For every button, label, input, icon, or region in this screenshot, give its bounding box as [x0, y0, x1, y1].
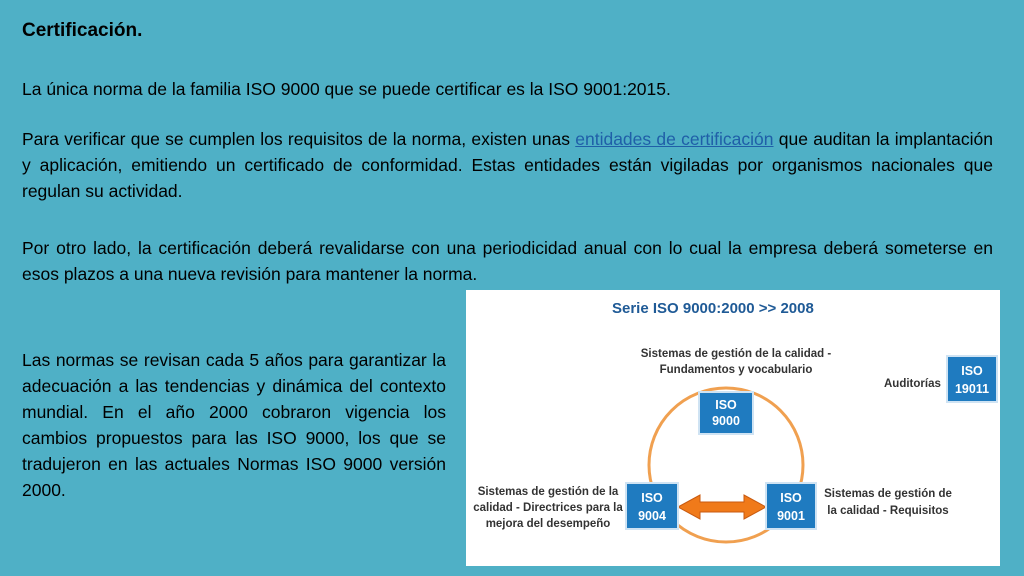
iso-9001-label-1: ISO — [780, 491, 802, 505]
left-caption-line1: Sistemas de gestión de la — [477, 486, 619, 498]
iso-19011-label-2: 19011 — [954, 382, 990, 396]
slide-title: Certificación. — [22, 20, 143, 41]
iso-19011-box — [947, 356, 997, 402]
iso-9004-box — [626, 483, 678, 529]
paragraph-revision-cycle: Las normas se revisan cada 5 años para garantizar la adecuación a las tendencias y dinámica del contexto mundial. En el año 2000 cobraron vigencia los cambios propuestos para las ISO 9000, los que se tradujeron en las actuales Normas ISO 9000 versión 2000. — [22, 350, 446, 500]
paragraph-revalidation: Por otro lado, la certificación deberá revalidarse con una periodicidad anual con lo cual la empresa deberá someterse en esos plazos a una nueva revisión para mantener la norma. — [22, 238, 993, 284]
iso-9001-box — [766, 483, 816, 529]
top-caption-line2: Fundamentos y vocabulario — [659, 364, 813, 376]
iso-9000-box — [699, 392, 753, 434]
p2-text-before: Para verificar que se cumplen los requisitos de la norma, existen unas — [22, 129, 576, 149]
iso-9000-label-1: ISO — [715, 398, 737, 412]
paragraph-certifiable-norm: La única norma de la familia ISO 9000 que se puede certificar es la ISO 9001:2015. — [22, 79, 671, 99]
right-caption-line1: Sistemas de gestión de — [824, 488, 952, 500]
certification-entities-link[interactable]: entidades de certificación — [575, 129, 774, 149]
top-caption-line1: Sistemas de gestión de la calidad - — [640, 348, 832, 360]
auditorias-label: Auditorías — [884, 378, 941, 390]
iso-19011-label-1: ISO — [961, 364, 983, 378]
right-caption-line2: la calidad - Requisitos — [827, 505, 949, 517]
iso-9004-label-1: ISO — [641, 491, 663, 505]
iso-series-diagram — [466, 290, 1000, 566]
p2-text-after: que auditan la implantación y aplicación, emitiendo un certificado de conformidad. Estas entidades están vigiladas por organismos nacionales que regulan su actividad. — [22, 129, 993, 201]
iso-9000-label-2: 9000 — [712, 414, 740, 428]
iso-9004-label-2: 9004 — [638, 509, 666, 523]
left-caption-line2: calidad - Directrices para la — [473, 502, 623, 514]
double-arrow — [678, 495, 766, 519]
diagram-title: Serie ISO 9000:2000 >> 2008 — [612, 300, 814, 317]
paragraph-certification-entities — [22, 126, 993, 204]
iso-9001-label-2: 9001 — [777, 509, 805, 523]
left-caption-line3: mejora del desempeño — [485, 518, 611, 530]
